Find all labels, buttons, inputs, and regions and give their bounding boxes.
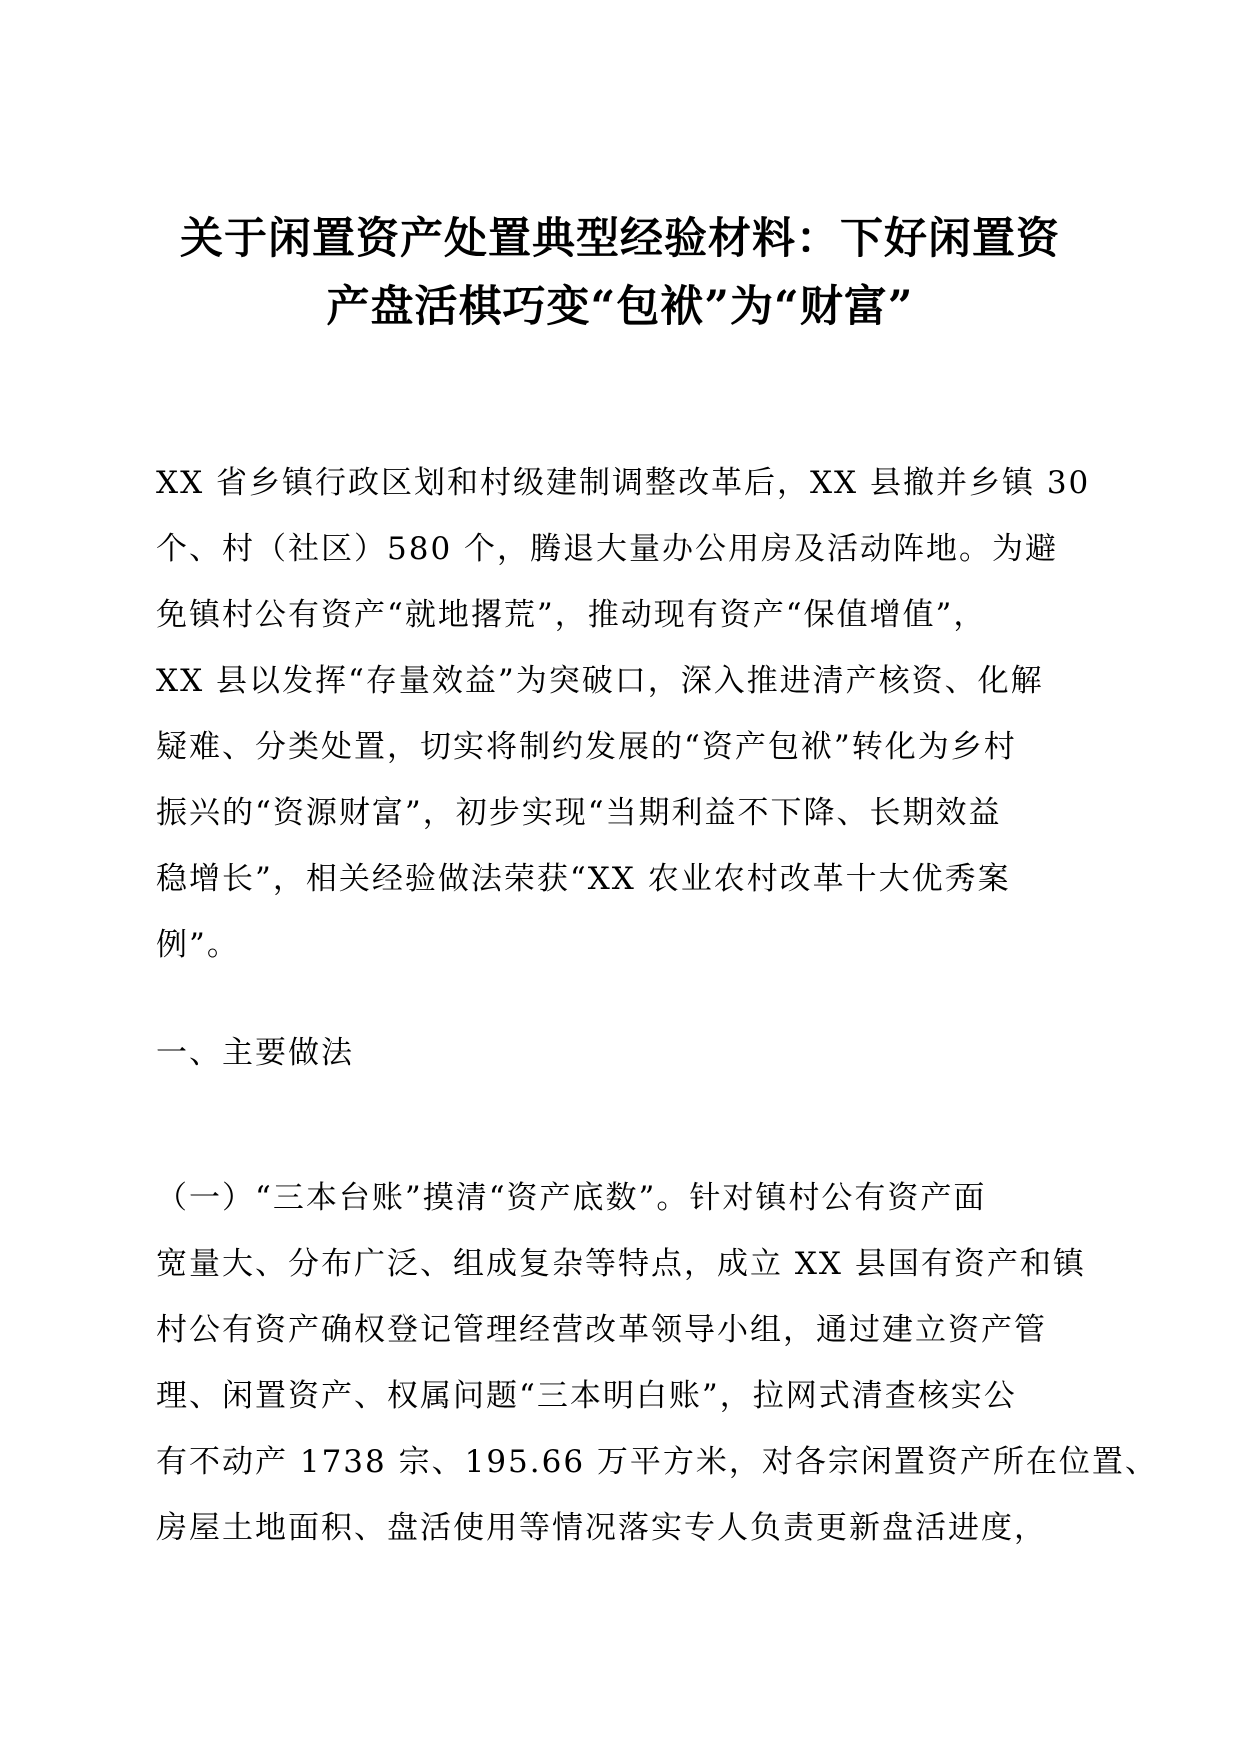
title-line: 产盘活棋巧变“包袱”为“财富” xyxy=(326,282,914,332)
text-line: 房屋土地面积、盘活使用等情况落实专人负责更新盘活进度， xyxy=(156,1510,1047,1546)
text-line: 振兴的“资源财富”，初步实现“当期利益不下降、长期效益 xyxy=(156,795,1002,831)
text-line: 个、村（社区）580 个，腾退大量办公用房及活动阵地。为避 xyxy=(156,531,1059,567)
text-line: 例”。 xyxy=(156,927,240,963)
text-line: （一）“三本台账”摸清“资产底数”。针对镇村公有资产面 xyxy=(156,1180,987,1216)
text-line: 理、闲置资产、权属问题“三本明白账”，拉网式清查核实公 xyxy=(156,1378,1017,1414)
text-line: XX 省乡镇行政区划和村级建制调整改革后，XX 县撤并乡镇 30 xyxy=(156,465,1091,501)
section-heading: 一、主要做法 xyxy=(156,1035,354,1071)
text-line: 宽量大、分布广泛、组成复杂等特点，成立 XX 县国有资产和镇 xyxy=(156,1246,1086,1282)
text-line: 疑难、分类处置，切实将制约发展的“资产包袱”转化为乡村 xyxy=(156,729,1017,765)
text-line: 免镇村公有资产“就地撂荒”，推动现有资产“保值增值”， xyxy=(156,597,987,633)
title-line: 关于闲置资产处置典型经验材料：下好闲置资 xyxy=(180,214,1060,264)
text-line: 有不动产 1738 宗、195.66 万平方米，对各宗闲置资产所在位置、 xyxy=(156,1444,1158,1480)
text-line: XX 县以发挥“存量效益”为突破口，深入推进清产核资、化解 xyxy=(156,663,1044,699)
text-line: 稳增长”，相关经验做法荣获“XX 农业农村改革十大优秀案 xyxy=(156,861,1011,897)
section1-paragraph xyxy=(156,1165,1158,1561)
document-title xyxy=(140,205,1100,341)
text-line: 村公有资产确权登记管理经营改革领导小组，通过建立资产管 xyxy=(156,1312,1047,1348)
intro-paragraph xyxy=(156,450,1091,978)
